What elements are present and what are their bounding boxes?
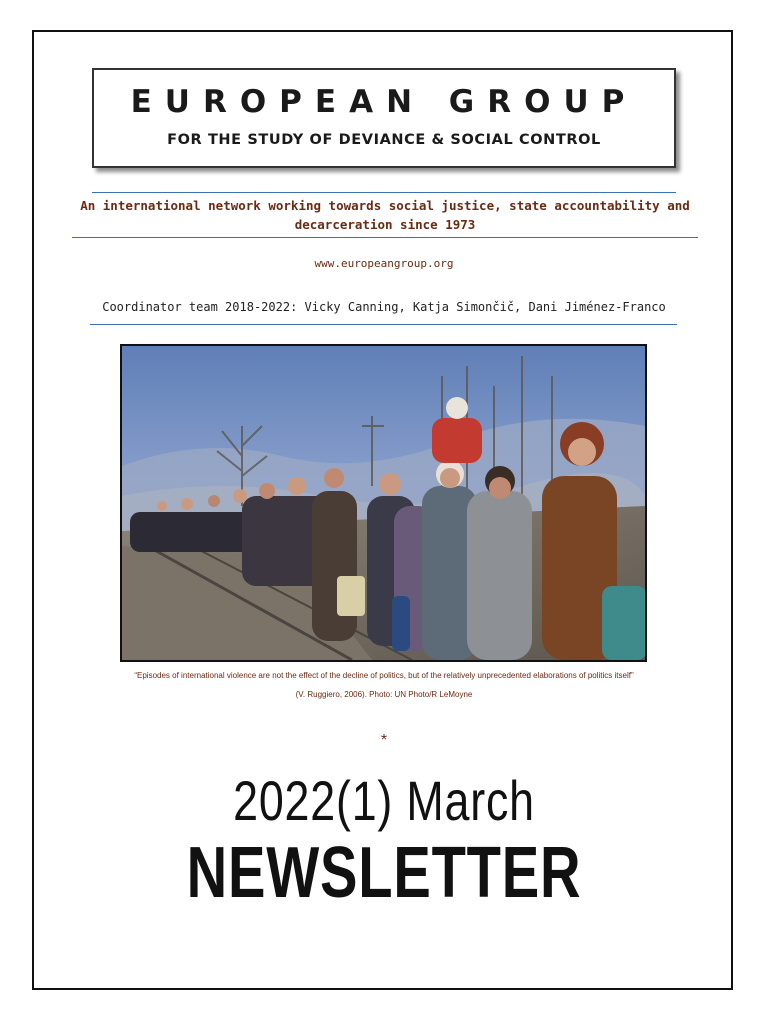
cover-photo <box>120 344 647 662</box>
photo-quote: “Episodes of international violence are not the effect of the decline of politics, but of the relatively unprecedented elaborations of politics itself” <box>134 671 634 680</box>
rule-top <box>92 192 676 193</box>
photo-credit: (V. Ruggiero, 2006). Photo: UN Photo/R LeMoyne <box>295 690 473 699</box>
issue-date: 2022(1) March <box>233 769 535 832</box>
website-link[interactable]: www.europeangroup.org <box>314 257 454 270</box>
logo-subtitle: FOR THE STUDY OF DEVIANCE & SOCIAL CONTROL <box>167 132 601 148</box>
rule-under-tagline <box>72 237 698 238</box>
newsletter-title: NEWSLETTER <box>186 833 582 913</box>
tagline: An international network working towards social justice, state accountability and decarceration since 1973 <box>80 198 690 232</box>
coordinator-team: Coordinator team 2018-2022: Vicky Canning, Katja Simončič, Dani Jiménez-Franco <box>102 300 666 314</box>
separator-asterisk: * <box>380 732 388 749</box>
rule-under-coordinator <box>90 324 677 325</box>
logo-title: EUROPEAN GROUP <box>130 84 638 120</box>
refugee-column-photo <box>122 346 645 660</box>
group-logo <box>92 68 676 168</box>
